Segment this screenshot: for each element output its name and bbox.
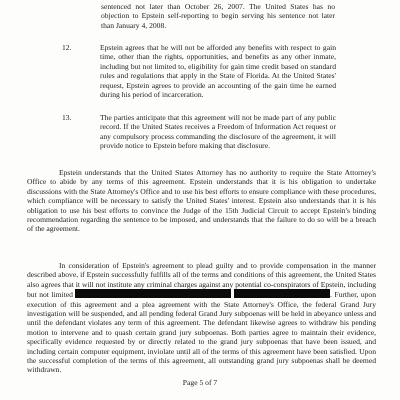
- paragraph-consideration: [27, 261, 376, 375]
- redaction-bar: [234, 289, 330, 298]
- item-12-text: Epstein agrees that he will not be afforded any benefits with respect to gain time, other than the rights, opportunities, and benefits as any other inmate, including but not limited to, eligibility for gain time credit based on standard rules and regulations that apply in the State of Florida. At the United States' request, Epstein agrees to provide an accounting of the gain time he earned during his period of incarceration.: [100, 43, 336, 100]
- item-number-13: 13.: [62, 113, 72, 122]
- paragraph-understands: Epstein understands that the United States Attorney has no authority to require the State Attorney's Office to abide by any terms of this agreement. Epstein understands that it is his obligation to undertake discussions with the State Attorney's Office and to use his best efforts to ensure compliance with these procedures, which compliance will be necessary to satisfy the United States' interest. Epstein also understands that it is his obligation to use his best efforts to convince the Judge of the 15th Judicial Circuit to accept Epstein's binding recommendation regarding the sentence to be imposed, and understands that the failure to do so will be a breach of the agreement.: [27, 168, 376, 234]
- redaction-bar: [75, 289, 145, 298]
- item-number-12: 12.: [62, 43, 72, 52]
- consideration-text-part2: . Further, upon execution of this agreement and a plea agreement with the State Attorney's Office, the federal Grand Jury investigation will be suspended, and all pending federal Grand Jury subpoenas will be held in abeyance unless and until the defendant violates any term of this agreement. The defendant likewise agrees to withdraw his pending motion to intervene and to quash certain grand jury subpoenas. Both parties agree to maintain their evidence, specifically evidence requested by or directly related to the grand jury subpoenas that have been issued, and including certain computer equipment, inviolate until all of the terms of this agreement have been satisfied. Upon the successful completion of the terms of this agreement, all outstanding grand jury subpoenas shall be deemed withdrawn.: [27, 290, 377, 375]
- paragraph-fragment: sentenced not later than October 26, 2007. The United States has no objection to Epstein self-reporting to begin serving his sentence not later than January 4, 2008.: [101, 2, 335, 30]
- redaction-bar: [145, 289, 231, 298]
- page-footer: Page 5 of 7: [182, 378, 218, 387]
- consideration-text-part1: In consideration of Epstein's agreement to plead guilty and to provide compensation in the manner described above, if Epstein successfully fulfills all of the terms and conditions of this agreement, the United States also agrees that it will not institute any criminal charges against any potential co-conspirators of Epstein, including but not limited: [27, 261, 376, 300]
- item-13-text: The parties anticipate that this agreement will not be made part of any public record. If the United States receives a Freedom of Information Act request or any compulsory process commanding the disclosure of the agreement, it will provide notice to Epstein before making that disclosure.: [100, 113, 336, 151]
